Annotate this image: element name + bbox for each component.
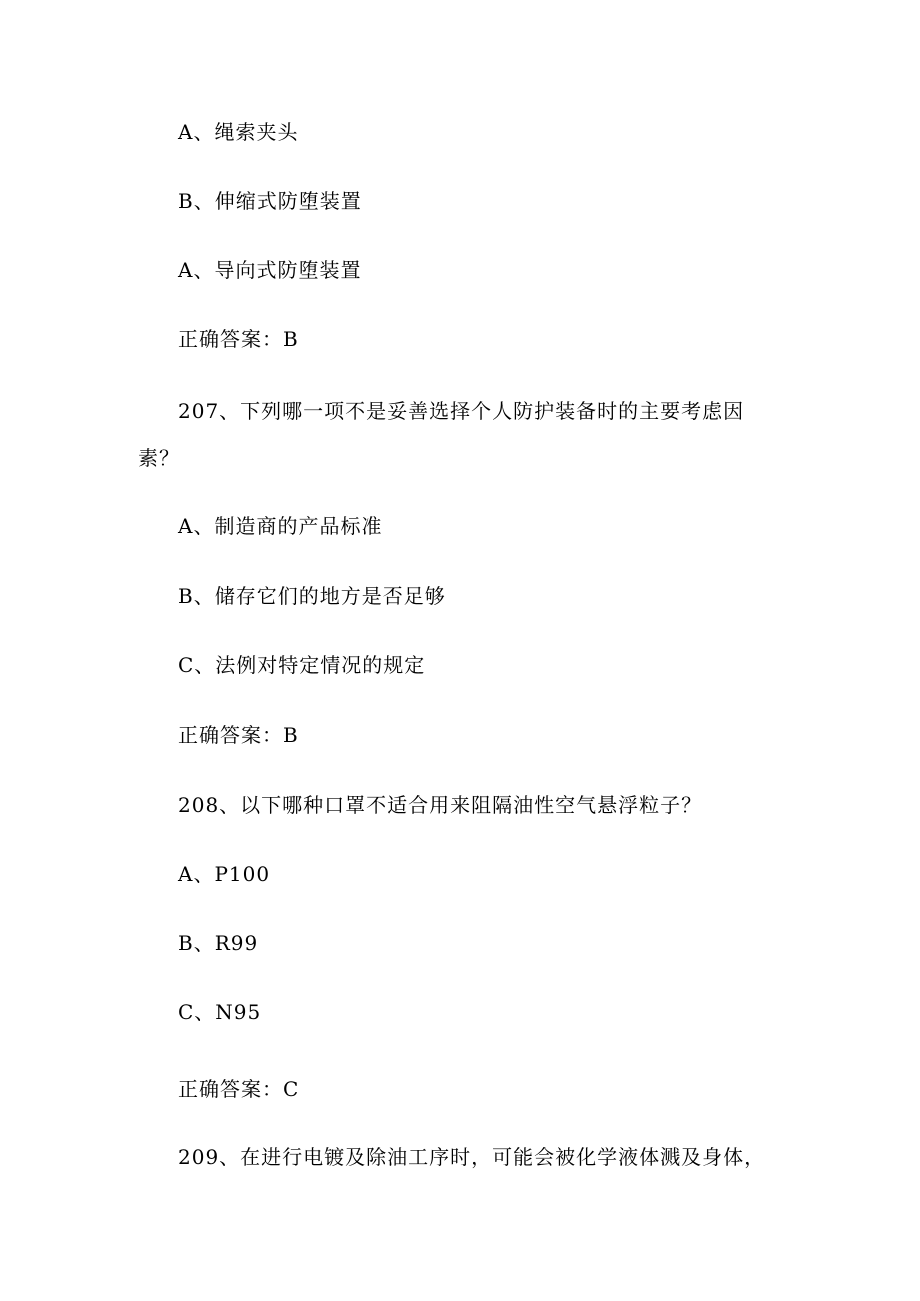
option-line: C、法例对特定情况的规定 [178,653,426,677]
answer-line: 正确答案：B [178,327,299,351]
option-line: B、储存它们的地方是否足够 [178,584,446,608]
option-line: A、导向式防堕装置 [178,258,362,282]
question-line: 207、下列哪一项不是妥善选择个人防护装备时的主要考虑因 [178,399,745,423]
option-line: B、R99 [178,931,259,955]
option-line: A、P100 [178,862,271,886]
option-line: A、制造商的产品标准 [178,514,383,538]
option-line: C、N95 [178,1000,262,1024]
option-line: A、绳索夹头 [178,120,299,144]
question-line: 208、以下哪种口罩不适合用来阻隔油性空气悬浮粒子？ [178,793,703,817]
question-line-continued: 素？ [138,446,180,470]
question-line: 209、在进行电镀及除油工序时，可能会被化学液体溅及身体， [178,1145,766,1169]
answer-line: 正确答案：C [178,1077,300,1101]
answer-line: 正确答案：B [178,723,299,747]
option-line: B、伸缩式防堕装置 [178,189,362,213]
